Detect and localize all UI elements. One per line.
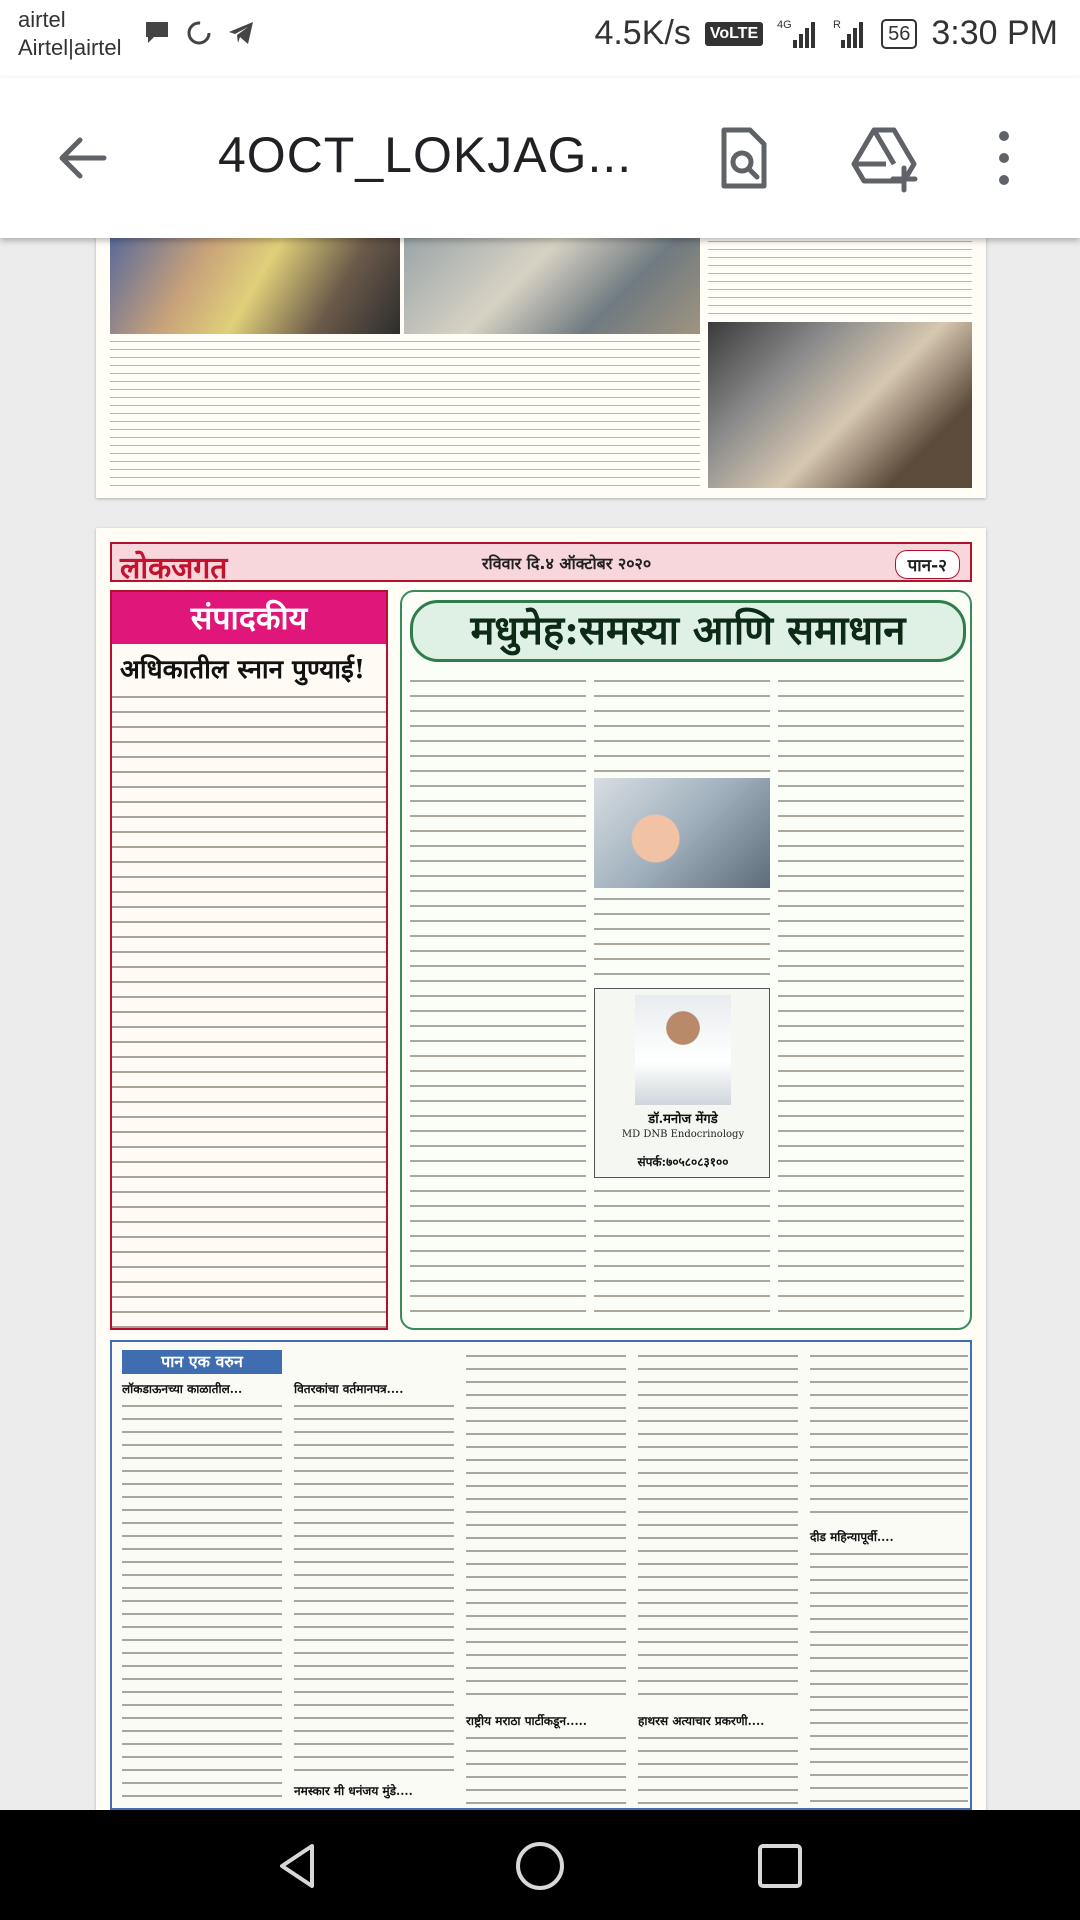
app-toolbar <box>0 78 1080 238</box>
editorial-banner: संपादकीय <box>112 592 386 644</box>
document-search-icon[interactable] <box>706 122 778 194</box>
bottom-headline-5: दीड महिन्यापूर्वी.... <box>810 1530 894 1544</box>
bottom-col-4-lower-text <box>638 1732 798 1804</box>
bottom-col-4-text <box>638 1350 798 1706</box>
home-circle-icon[interactable] <box>512 1838 568 1894</box>
network-speed: 4.5K/s <box>594 14 691 52</box>
newspaper-page-2 <box>96 528 986 1810</box>
signal-roaming-icon <box>833 16 867 52</box>
health-col-1-text <box>410 674 586 1320</box>
editorial-body-text <box>112 690 386 1330</box>
battery-indicator: 56 <box>881 19 917 49</box>
svg-text:R: R <box>833 18 842 31</box>
masthead-date: रविवार दि.४ ऑक्टोबर २०२० <box>482 554 652 573</box>
page1-content <box>110 238 972 488</box>
health-article <box>400 590 972 1330</box>
recents-square-icon[interactable] <box>752 1838 808 1894</box>
health-col-3-text <box>778 674 964 1320</box>
doctor-photo <box>635 995 731 1105</box>
editorial-headline: अधिकातील स्नान पुण्याई! <box>120 655 366 685</box>
health-headline: मधुमेह:समस्या आणि समाधान <box>410 600 966 662</box>
health-col-2-lower-text <box>594 892 770 982</box>
bottom-col-5-lower-text <box>810 1548 968 1804</box>
bottom-headline-3: राष्ट्रीय मराठा पार्टीकडून..... <box>466 1714 587 1728</box>
masthead-logo: लोकजगत <box>120 551 228 586</box>
document-title: 4OCT_LOKJAG... <box>218 127 633 183</box>
glucometer-photo <box>594 778 770 888</box>
more-vert-icon[interactable] <box>980 122 1028 194</box>
masthead-page-number: पान-२ <box>895 550 960 579</box>
news-photo-officials <box>110 238 400 334</box>
status-right-group <box>594 14 1058 53</box>
bottom-headline-6: नमस्कार मी धनंजय मुंडे.... <box>294 1784 413 1798</box>
doctor-contact: संपर्क:७०५८०८३१०० <box>637 1155 729 1169</box>
bottom-col-3-lower-text <box>466 1732 626 1804</box>
continued-from-page-one-label: पान एक वरुन <box>122 1350 282 1374</box>
back-triangle-icon[interactable] <box>270 1838 326 1894</box>
newspaper-masthead <box>110 542 972 586</box>
volte-badge: VoLTE <box>705 22 763 46</box>
back-arrow-icon[interactable] <box>52 128 112 188</box>
telegram-icon <box>226 18 256 48</box>
sync-circle-icon <box>184 18 214 48</box>
carrier-line-1: airtel <box>18 7 66 32</box>
notification-icons <box>142 18 256 48</box>
bottom-headline-1: लॉकडाऊनच्या काळातील... <box>122 1382 243 1396</box>
bottom-col-3-text <box>466 1350 626 1706</box>
bottom-headline-4: हाथरस अत्याचार प्रकरणी.... <box>638 1714 765 1728</box>
doctor-name: डॉ.मनोज मेंगडे <box>648 1112 718 1127</box>
svg-text:4G: 4G <box>777 18 792 31</box>
status-time: 3:30 PM <box>931 14 1058 52</box>
bottom-col-5-text <box>810 1350 968 1522</box>
bottom-headline-2: वितरकांचा वर्तमानपत्र.... <box>294 1382 404 1396</box>
carrier-line-2: Airtel|airtel <box>18 35 122 60</box>
bottom-col-1-text <box>122 1400 282 1804</box>
health-col-2-bottom-text <box>594 1184 770 1320</box>
signal-4g-icon <box>777 16 819 52</box>
drive-add-icon[interactable] <box>848 122 920 194</box>
news-photo-bank-protest <box>708 322 972 488</box>
document-viewer[interactable] <box>0 238 1080 1810</box>
system-navigation-bar <box>0 1810 1080 1920</box>
newspaper-page-1 <box>96 238 986 498</box>
chat-bubble-icon <box>142 18 172 48</box>
status-bar <box>0 0 1080 78</box>
continued-news-section <box>110 1340 972 1810</box>
news-photo-meeting <box>404 238 700 334</box>
bottom-col-2-text <box>294 1400 454 1776</box>
health-col-2-text <box>594 674 770 774</box>
doctor-profile-box <box>594 988 770 1178</box>
doctor-degree: MD DNB Endocrinology <box>621 1129 745 1140</box>
carrier-label <box>18 6 122 62</box>
news-columns-text <box>110 338 700 488</box>
news-side-text <box>708 238 972 318</box>
editorial-section <box>110 590 388 1330</box>
